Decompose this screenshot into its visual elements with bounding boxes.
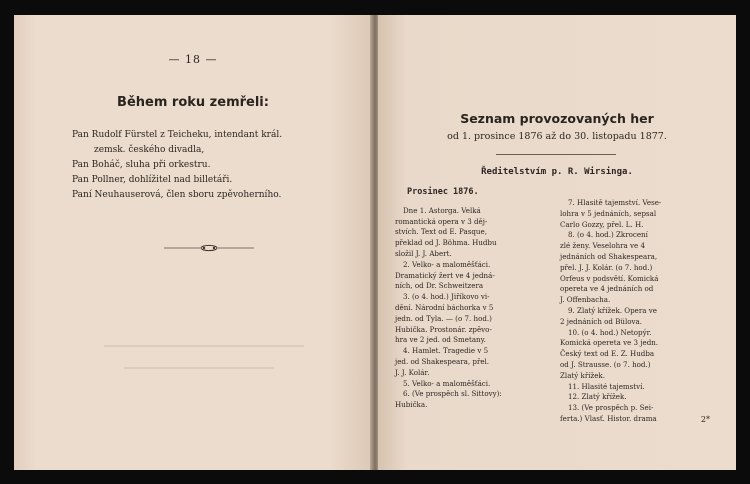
column-line: Carlo Gozzy, přel. L. H.: [560, 219, 644, 229]
column-line: 4. Hamlet. Tragedie v 5: [403, 346, 489, 356]
show-through-mark: [104, 345, 304, 347]
death-entry-1-line-2: zemsk. českého divadla,: [94, 145, 205, 155]
column-line: jed. od Shakespeara, přel.: [395, 356, 490, 366]
column-line: Hubička.: [395, 400, 428, 410]
column-line: 2. Velko- a maloměšťáci.: [403, 259, 491, 269]
column-line: 11. Hlasité tajemství.: [568, 381, 645, 391]
director-line: Ředitelstvím p. R. Wirsinga.: [481, 167, 633, 177]
ornament-divider: [164, 244, 254, 252]
column-line: Český text od E. Z. Hudba: [560, 349, 655, 359]
column-line: 5. Velko- a maloměšťáci.: [403, 378, 491, 388]
column-line: ních, od Dr. Schweitzera: [395, 281, 484, 291]
column-line: ferta.) Vlasť. Histor. drama: [560, 413, 657, 423]
right-page: [378, 15, 736, 470]
column-line: Komická opereta ve 3 jedn.: [560, 338, 659, 348]
death-entry-1-line-1: Pan Rudolf Fürstel z Teicheku, intendant král.: [72, 130, 283, 140]
column-line: opereta ve 4 jednáních od: [560, 284, 654, 294]
death-entry-3: Pan Pollner, dohlížitel nad billetáři.: [72, 175, 233, 185]
column-line: Dramatický žert ve 4 jedná-: [395, 270, 495, 280]
column-line: 12. Zlatý křížek.: [568, 392, 627, 402]
death-entry-4: Paní Neuhauserová, člen sboru zpěvoherního.: [72, 190, 282, 200]
column-line: složil J. J. Abert.: [395, 248, 452, 258]
column-line: hra ve 2 jed. od Smetany.: [395, 335, 486, 345]
column-line: 10. (o 4. hod.) Netopýr.: [568, 327, 652, 337]
column-line: zlé ženy. Veselohra ve 4: [560, 241, 646, 251]
left-heading: Během roku zemřeli:: [117, 95, 269, 110]
column-line: od J. Strausse. (o 7. hod.): [560, 359, 651, 369]
column-line: 8. (o 4. hod.) Zkrocení: [568, 230, 648, 240]
death-entry-2: Pan Boháč, sluha při orkestru.: [72, 160, 211, 170]
signature-mark: 2*: [700, 415, 710, 424]
right-title: Seznam provozovaných her: [460, 111, 654, 126]
repertoire-column-2: [560, 198, 710, 425]
column-line: jednáních od Shakespeara,: [560, 251, 658, 261]
column-line: Zlatý křížek.: [560, 370, 605, 380]
show-through-mark: [124, 367, 274, 369]
column-line: 13. (Ve prospěch p. Sei-: [568, 403, 654, 413]
deaths-list: [72, 128, 358, 203]
book-spread: [14, 15, 736, 470]
page-number: — 18 —: [168, 53, 218, 66]
left-page: [14, 15, 372, 470]
column-line: lohra v 5 jednáních, sepsal: [560, 208, 657, 218]
column-line: dění. Národní báchorka v 5: [395, 302, 494, 312]
column-line: překlad od J. Böhma. Hudbu: [395, 238, 497, 248]
column-line: Hubička. Prostonár. zpěvo-: [395, 324, 492, 334]
right-subtitle: od 1. prosince 1876 až do 30. listopadu 1877.: [447, 131, 667, 142]
column-line: Orfeus v podsvětí. Komická: [560, 273, 659, 283]
column-line: J. Offenbacha.: [560, 295, 611, 305]
column-line: 2 jednáních od Bülova.: [560, 316, 643, 326]
column-line: Dne 1. Astorga. Velká: [403, 205, 481, 215]
column-line: přel. J. J. Kolár. (o 7. hod.): [560, 262, 653, 272]
column-line: 9. Zlatý křížek. Opera ve: [568, 305, 657, 315]
column-line: J. J. Kolár.: [395, 367, 430, 377]
column-line: 6. (Ve prospěch sl. Sittovy):: [403, 389, 502, 399]
column-line: 7. Hlasitě tajemství. Vese-: [568, 198, 662, 207]
repertoire-column-1: [395, 187, 545, 411]
month-heading: Prosinec 1876.: [407, 187, 479, 197]
column-line: 3. (o 4. hod.) Jiříkovo vi-: [403, 292, 490, 302]
title-rule: [496, 154, 616, 155]
column-line: romantická opera v 3 děj-: [395, 216, 488, 226]
column-line: jedn. od Tyla. — (o 7. hod.): [395, 313, 492, 323]
column-line: stvích. Text od E. Pasque,: [395, 227, 487, 237]
